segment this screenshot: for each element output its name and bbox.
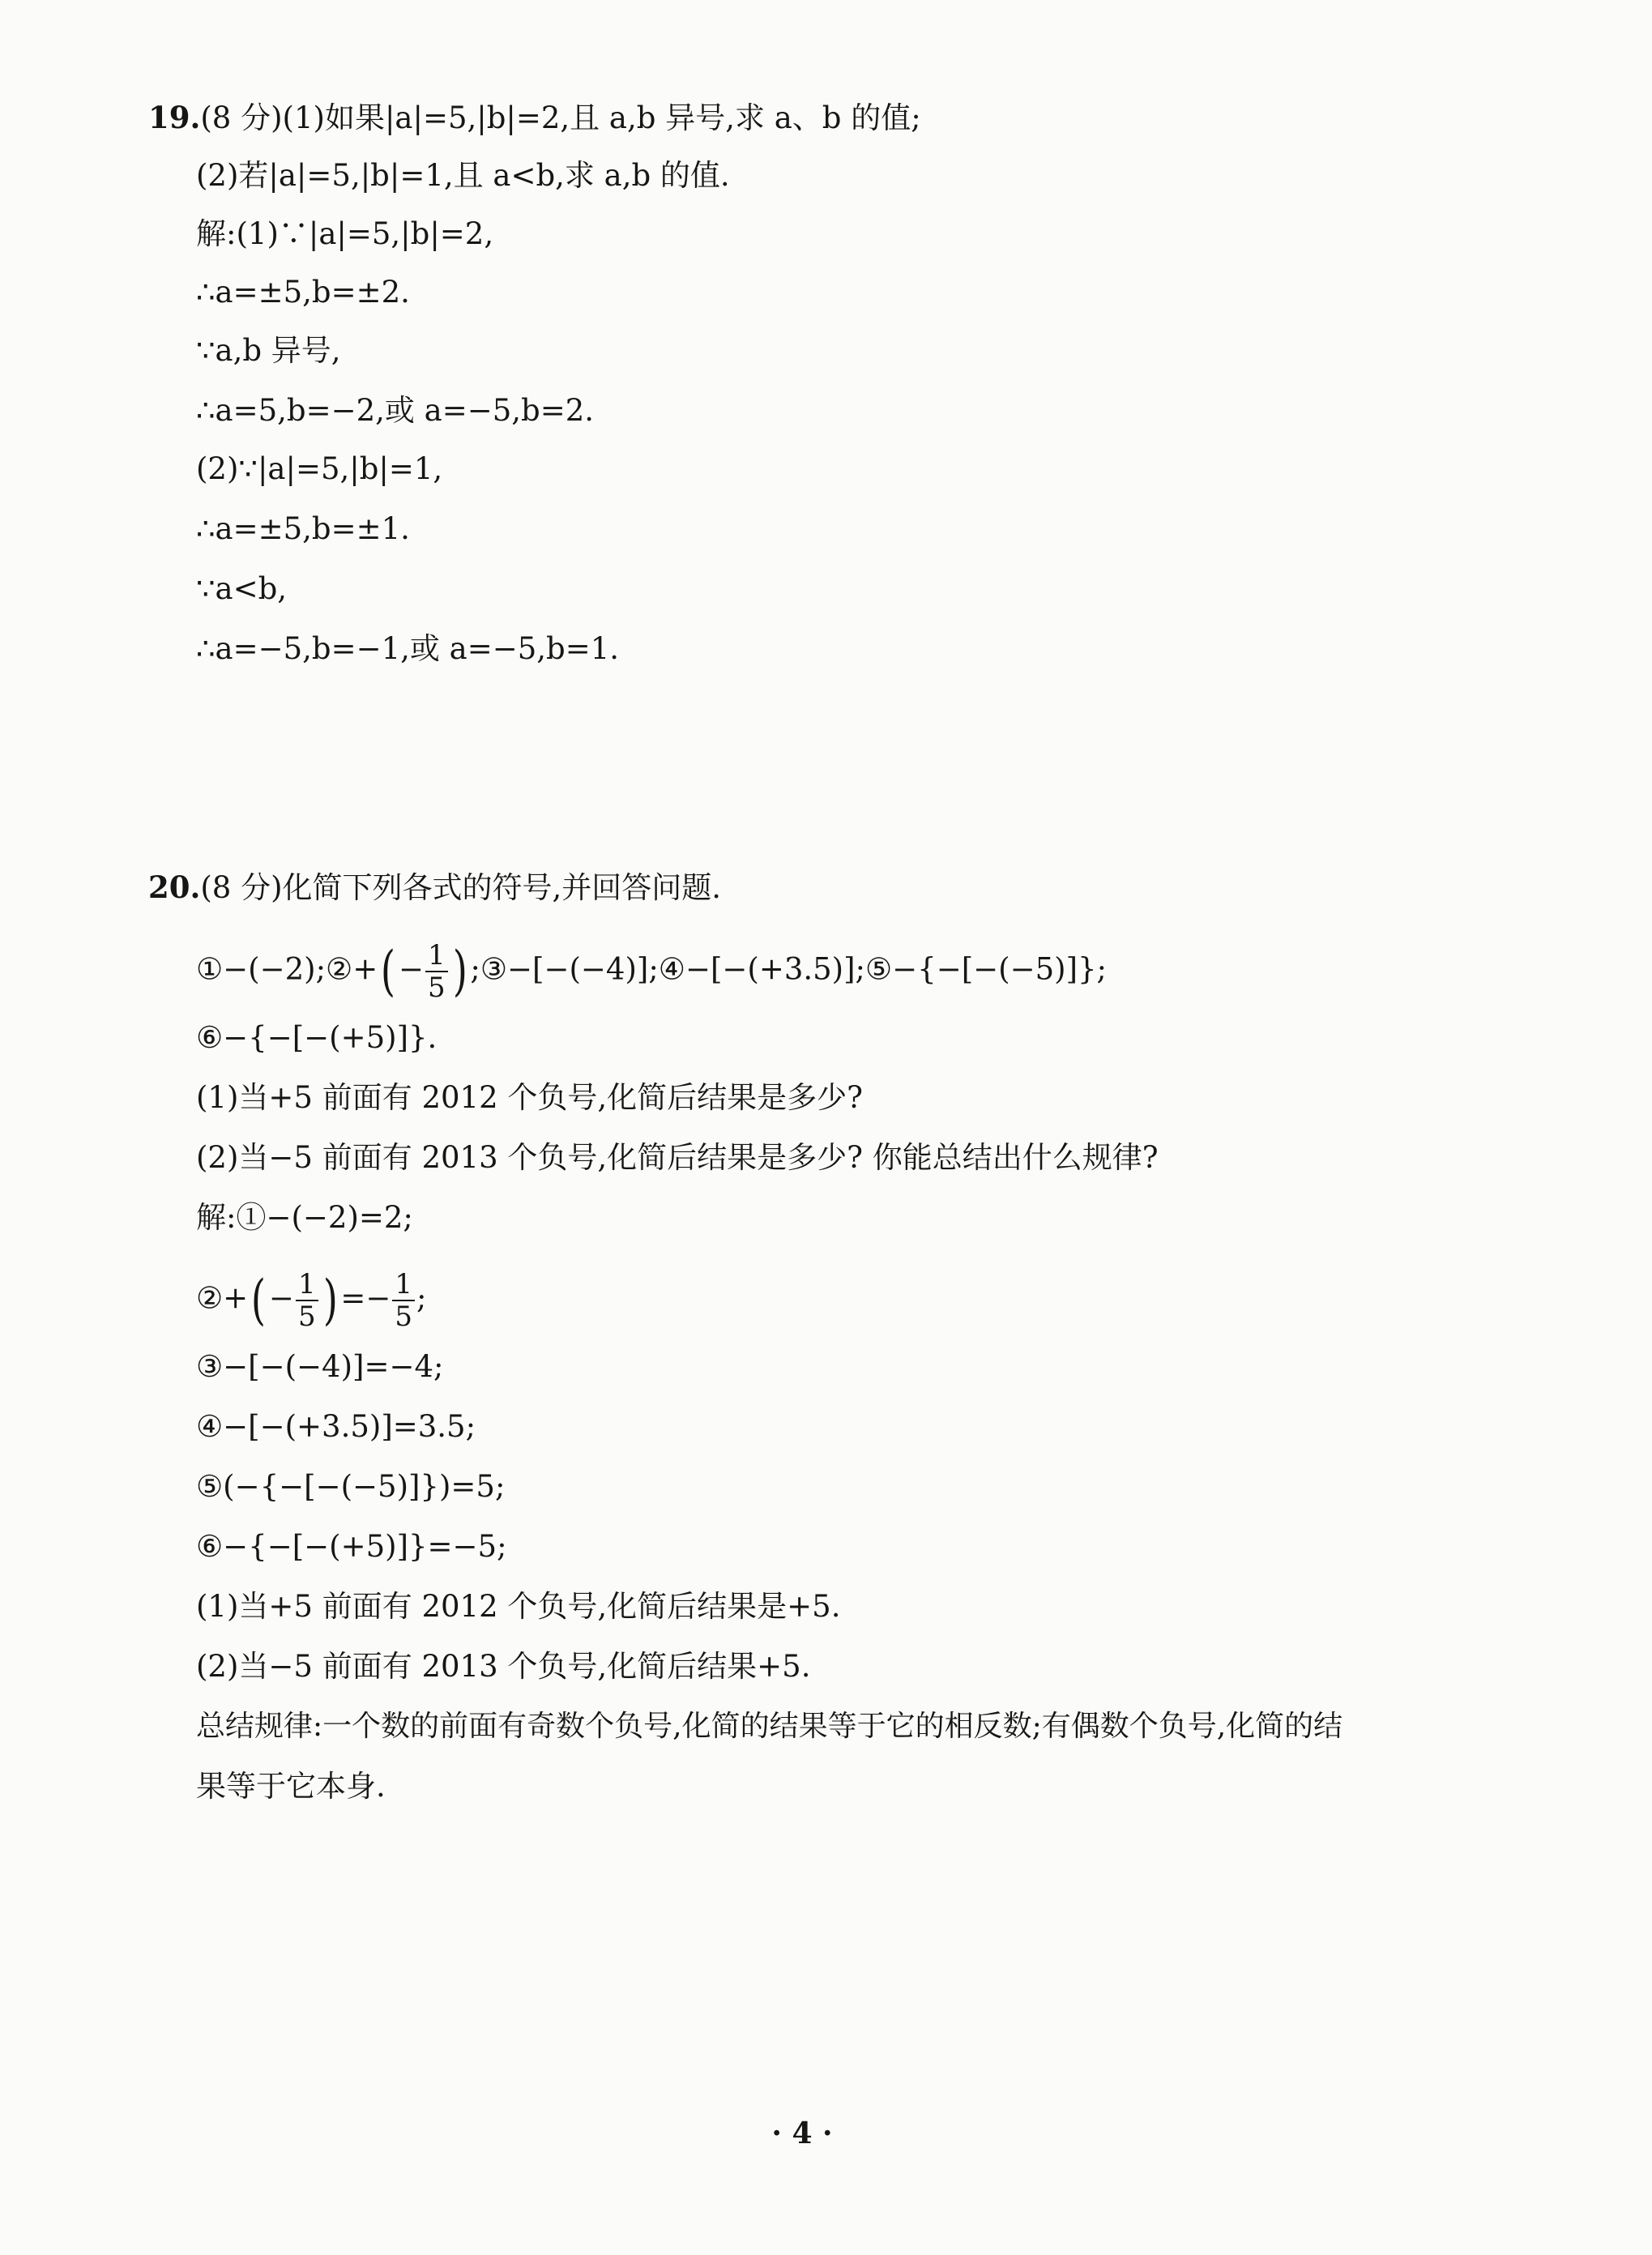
q20-expr-part: ;③−[−(−4)];④−[−(+3.5)];⑤−{−[−(−5)]}; [470, 951, 1108, 987]
right-paren: ) [322, 1269, 338, 1331]
left-paren: ( [251, 1269, 267, 1331]
fraction-numerator: 1 [392, 1269, 415, 1301]
fraction-denominator: 5 [297, 1300, 316, 1333]
q20-expressions-line2: ⑥−{−[−(+5)]}. [196, 1020, 438, 1055]
q19-stem-line2: (2)若|a|=5,|b|=1,且 a<b,求 a,b 的值. [196, 158, 730, 193]
left-paren: ( [381, 940, 396, 1002]
q19-solution-line: ∴a=−5,b=−1,或 a=−5,b=1. [196, 631, 620, 666]
q19-stem-text: (8 分)(1)如果|a|=5,|b|=2,且 a,b 异号,求 a、b 的值; [200, 100, 921, 135]
q20-solution-4: ④−[−(+3.5)]=3.5; [196, 1409, 476, 1444]
q20-expr-part: ①−(−2);②+ [196, 951, 378, 987]
q20-stem-text: (8 分)化简下列各式的符号,并回答问题. [200, 870, 722, 905]
q20-solution-5: ⑤(−{−[−(−5)]})=5; [196, 1469, 506, 1504]
q20-number: 20. [148, 869, 201, 905]
q19-solution-line: ∵a,b 异号, [196, 333, 341, 368]
q20-question2: (2)当−5 前面有 2013 个负号,化简后结果是多少? 你能总结出什么规律? [196, 1140, 1159, 1175]
q20-solution-2 [196, 1269, 426, 1332]
q20-question1: (1)当+5 前面有 2012 个负号,化简后结果是多少? [196, 1080, 863, 1115]
q19-solution-line: ∵a<b, [196, 571, 288, 606]
q19-solution-line: ∴a=±5,b=±1. [196, 511, 410, 546]
semicolon: ; [416, 1280, 427, 1316]
fraction-numerator: 1 [296, 1269, 318, 1301]
q20-rule-line1: 总结规律:一个数的前面有奇数个负号,化简的结果等于它的相反数;有偶数个负号,化简的结 [196, 1710, 1343, 1743]
q20-solution-3: ③−[−(−4)]=−4; [196, 1349, 444, 1384]
right-paren: ) [452, 940, 467, 1002]
q19-solution-line: ∴a=±5,b=±2. [196, 275, 410, 310]
minus-sign: − [268, 1280, 294, 1316]
equals-minus: =− [340, 1280, 391, 1316]
q20-stem-line1 [148, 867, 721, 908]
page-number: · 4 · [771, 2116, 833, 2150]
fraction-denominator: 5 [428, 972, 446, 1004]
q20-solution-6: ⑥−{−[−(+5)]}=−5; [196, 1529, 507, 1564]
q19-number: 19. [148, 100, 201, 135]
solution-2-prefix: ②+ [196, 1280, 249, 1316]
q20-answer-2: (2)当−5 前面有 2013 个负号,化简后结果+5. [196, 1649, 811, 1684]
q19-solution-line: ∴a=5,b=−2,或 a=−5,b=2. [196, 393, 595, 428]
fraction-one-fifth [296, 1269, 318, 1332]
fraction-numerator: 1 [425, 940, 448, 972]
minus-sign: − [398, 951, 424, 987]
fraction-one-fifth [392, 1269, 415, 1332]
q19-solution-line: (2)∵|a|=5,|b|=1, [196, 451, 443, 486]
q19-solution-line: 解:(1)∵|a|=5,|b|=2, [196, 216, 494, 251]
fraction-denominator: 5 [395, 1300, 412, 1333]
q20-solution-1: 解:①−(−2)=2; [196, 1200, 413, 1235]
q20-expressions-line1 [196, 940, 1107, 1003]
q20-rule-line2: 果等于它本身. [196, 1769, 386, 1804]
fraction-one-fifth [425, 940, 448, 1003]
q19-stem-line1 [148, 97, 921, 139]
q20-answer-1: (1)当+5 前面有 2012 个负号,化简后结果是+5. [196, 1589, 841, 1624]
